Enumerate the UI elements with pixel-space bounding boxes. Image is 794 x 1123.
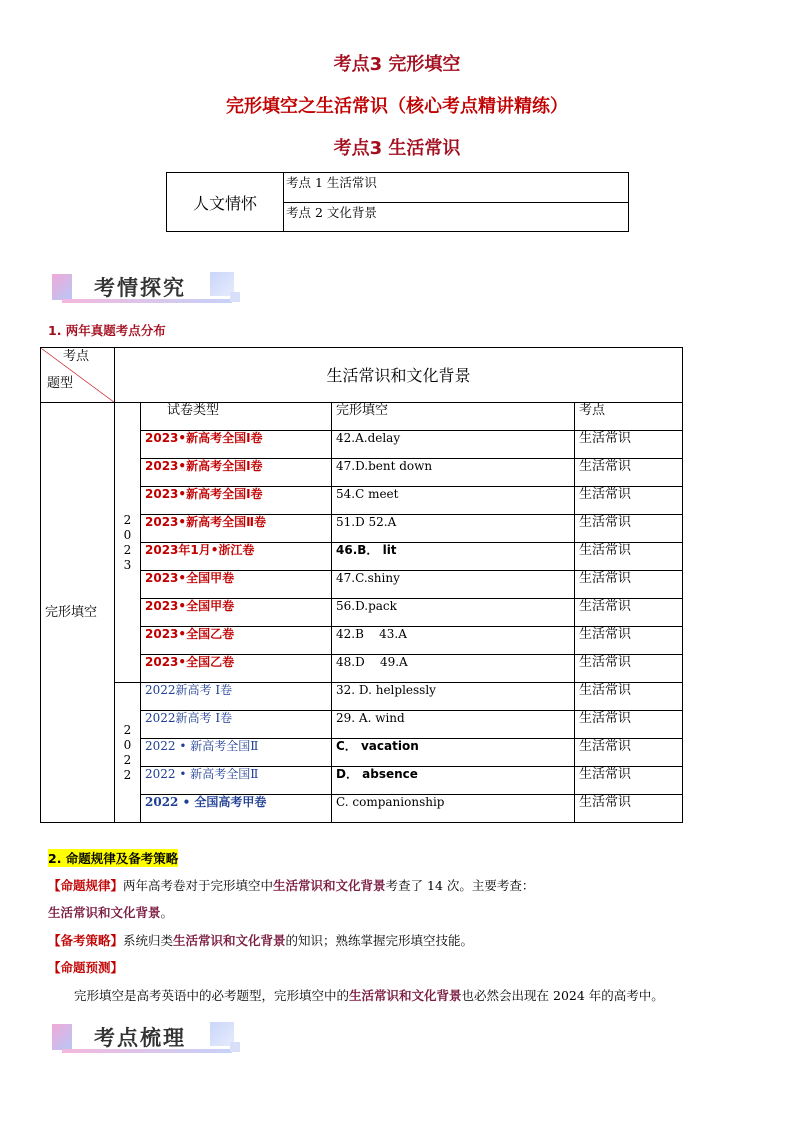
- knowledge-point: 生活常识: [575, 683, 683, 711]
- section-heading-2: 2. 命题规律及备考策略: [48, 851, 179, 866]
- knowledge-point: 生活常识: [575, 431, 683, 459]
- cloze-answer: 47.C.shiny: [332, 571, 575, 599]
- year-2022-cell: 2 0 2 2: [115, 683, 141, 823]
- cloze-answer: C. companionship: [332, 795, 575, 823]
- paper-source: 2023•全国乙卷: [141, 655, 332, 683]
- knowledge-point: 生活常识: [575, 655, 683, 683]
- table-main-header: 生活常识和文化背景: [115, 348, 683, 403]
- col-label-cloze: 完形填空: [332, 403, 575, 431]
- cloze-answer: 51.D 52.A: [332, 515, 575, 543]
- cloze-answer: 29. A. wind: [332, 711, 575, 739]
- overview-row-1: 考点 1 生活常识: [284, 173, 629, 203]
- cloze-answer: 56.D.pack: [332, 599, 575, 627]
- paper-source: 2023•全国甲卷: [141, 599, 332, 627]
- knowledge-point: 生活常识: [575, 739, 683, 767]
- cloze-answer: 47.D.bent down: [332, 459, 575, 487]
- banner-decor-square: [230, 292, 240, 302]
- label-pattern: 【命题规律】: [48, 878, 124, 893]
- paragraph-pattern-cont: 生活常识和文化背景。: [48, 905, 174, 920]
- col-label-paper: 试卷类型: [141, 403, 332, 431]
- cloze-answer: 48.D 49.A: [332, 655, 575, 683]
- knowledge-point: 生活常识: [575, 543, 683, 571]
- diag-label-point: 考点: [63, 349, 90, 364]
- paragraph-forecast-label: [48, 958, 123, 976]
- paper-source: 2022 • 新高考全国Ⅱ: [141, 739, 332, 767]
- col-label-point: 考点: [575, 403, 683, 431]
- banner-decor-square: [52, 274, 72, 300]
- banner-exam-analysis: [52, 272, 242, 306]
- paper-source: 2023•全国乙卷: [141, 627, 332, 655]
- overview-row-2: 考点 2 文化背景: [284, 202, 629, 232]
- banner-title: 考点梳理: [94, 1026, 186, 1050]
- cloze-answer: 42.A.delay: [332, 431, 575, 459]
- cloze-answer: 32. D. helplessly: [332, 683, 575, 711]
- label-forecast: 【命题预测】: [48, 960, 124, 975]
- paragraph-strategy: 【备考策略】系统归类生活常识和文化背景的知识；熟练掌握完形填空技能。: [48, 933, 474, 948]
- title-line-1: 考点3 完形填空: [333, 54, 461, 75]
- knowledge-point: 生活常识: [575, 599, 683, 627]
- paragraph-pattern: 【命题规律】两年高考卷对于完形填空中生活常识和文化背景考查了 14 次。主要考查：: [48, 878, 535, 893]
- section-heading-1: 1. 两年真题考点分布: [48, 323, 166, 338]
- paper-source: 2022新高考 I卷: [141, 711, 332, 739]
- label-strategy: 【备考策略】: [48, 933, 124, 948]
- cloze-answer: C． vacation: [332, 739, 575, 767]
- cloze-answer: 54.C meet: [332, 487, 575, 515]
- paper-source: 2022新高考 I卷: [141, 683, 332, 711]
- paper-source: 2023•新高考全国Ⅰ卷: [141, 487, 332, 515]
- exam-distribution-table: [40, 347, 683, 823]
- table-row: [41, 683, 683, 711]
- knowledge-point: 生活常识: [575, 459, 683, 487]
- banner-key-points: [52, 1022, 242, 1056]
- knowledge-point: 生活常识: [575, 487, 683, 515]
- year-2023-cell: 2 0 2 3: [115, 403, 141, 683]
- banner-decor-square: [230, 1042, 240, 1052]
- cloze-answer: D． absence: [332, 767, 575, 795]
- cloze-answer: 46.B． lit: [332, 543, 575, 571]
- paper-source: 2023•全国甲卷: [141, 571, 332, 599]
- question-type-cell: 完形填空: [41, 403, 115, 823]
- paragraph-forecast: 完形填空是高考英语中的必考题型，完形填空中的生活常识和文化背景也必然会出现在 2024 年的高考中。: [74, 988, 664, 1003]
- paper-source: 2023•新高考全国Ⅱ卷: [141, 515, 332, 543]
- knowledge-point: 生活常识: [575, 795, 683, 823]
- paper-source: 2022 • 全国高考甲卷: [141, 795, 332, 823]
- title-line-2: 完形填空之生活常识（核心考点精讲精练）: [226, 96, 568, 117]
- paper-source: 2022 • 新高考全国Ⅱ: [141, 767, 332, 795]
- banner-decor-square: [52, 1024, 72, 1050]
- knowledge-point: 生活常识: [575, 627, 683, 655]
- banner-title: 考情探究: [94, 276, 186, 300]
- overview-table: [166, 172, 629, 232]
- diag-label-type: 题型: [47, 376, 74, 391]
- paper-source: 2023•新高考全国Ⅰ卷: [141, 431, 332, 459]
- paper-source: 2023•新高考全国Ⅰ卷: [141, 459, 332, 487]
- knowledge-point: 生活常识: [575, 711, 683, 739]
- cloze-answer: 42.B 43.A: [332, 627, 575, 655]
- knowledge-point: 生活常识: [575, 571, 683, 599]
- title-line-3: 考点3 生活常识: [333, 138, 461, 159]
- diagonal-header-cell: [41, 348, 115, 403]
- knowledge-point: 生活常识: [575, 515, 683, 543]
- knowledge-point: 生活常识: [575, 767, 683, 795]
- paper-source: 2023年1月•浙江卷: [141, 543, 332, 571]
- overview-lead: 人文情怀: [167, 173, 284, 232]
